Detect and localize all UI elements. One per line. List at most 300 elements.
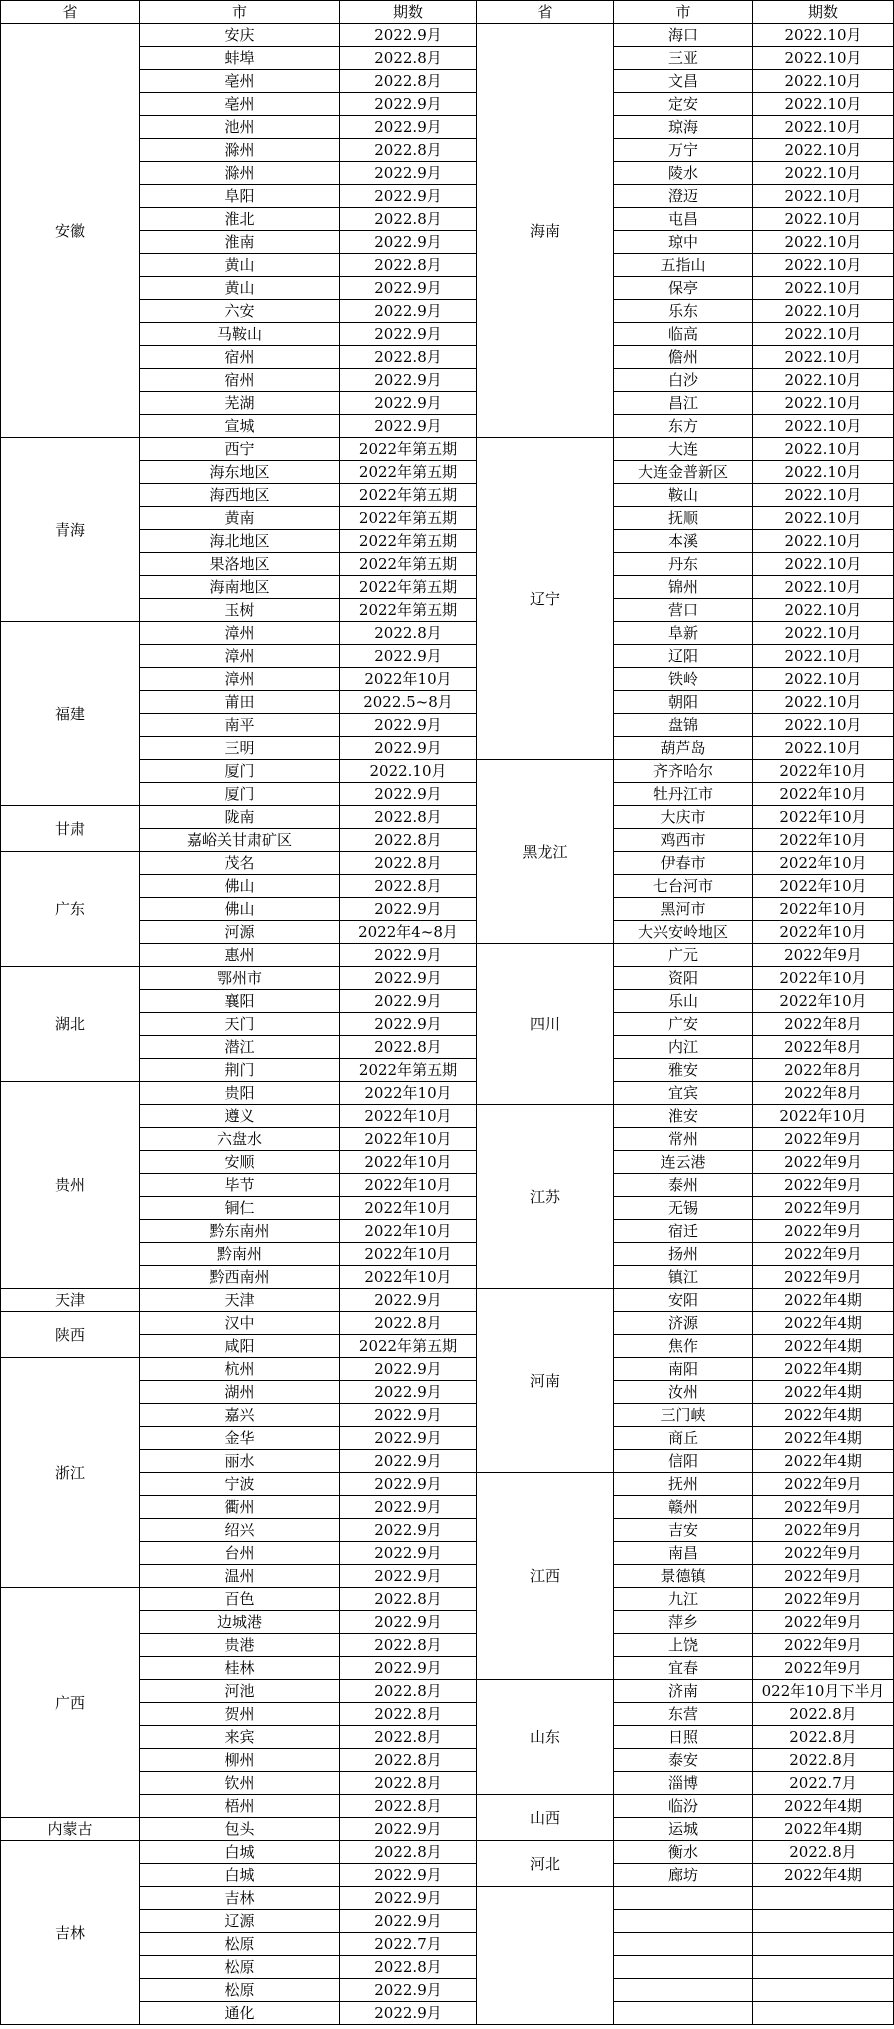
right-city-cell xyxy=(614,1887,753,1910)
left-period-cell: 2022.8月 xyxy=(340,852,477,875)
left-period-cell: 2022年10月 xyxy=(340,668,477,691)
right-period-cell: 2022.10月 xyxy=(753,392,894,415)
left-city-cell: 阜阳 xyxy=(140,185,340,208)
right-city-cell: 白沙 xyxy=(614,369,753,392)
left-city-cell: 天津 xyxy=(140,1289,340,1312)
left-city-cell: 海东地区 xyxy=(140,461,340,484)
right-city-cell: 资阳 xyxy=(614,967,753,990)
left-period-cell: 2022.8月 xyxy=(340,1749,477,1772)
left-period-cell: 2022年4~8月 xyxy=(340,921,477,944)
right-period-cell: 2022年4期 xyxy=(753,1795,894,1818)
left-city-cell: 衢州 xyxy=(140,1496,340,1519)
right-city-cell: 锦州 xyxy=(614,576,753,599)
left-province-cell: 湖北 xyxy=(1,967,140,1082)
left-period-cell: 2022.9月 xyxy=(340,185,477,208)
left-city-cell: 黔南州 xyxy=(140,1243,340,1266)
left-city-cell: 莆田 xyxy=(140,691,340,714)
right-period-cell: 2022年10月 xyxy=(753,898,894,921)
table-row xyxy=(1,967,894,990)
left-period-cell: 2022.8月 xyxy=(340,346,477,369)
left-city-cell: 杭州 xyxy=(140,1358,340,1381)
left-city-cell: 温州 xyxy=(140,1565,340,1588)
left-city-cell: 松原 xyxy=(140,1956,340,1979)
right-city-cell: 济源 xyxy=(614,1312,753,1335)
left-city-cell: 湖州 xyxy=(140,1381,340,1404)
left-city-cell: 边城港 xyxy=(140,1611,340,1634)
left-city-cell: 芜湖 xyxy=(140,392,340,415)
right-city-cell: 保亭 xyxy=(614,277,753,300)
right-city-cell: 运城 xyxy=(614,1818,753,1841)
right-city-cell: 衡水 xyxy=(614,1841,753,1864)
left-period-cell: 2022.9月 xyxy=(340,1473,477,1496)
right-period-cell: 2022.10月 xyxy=(753,208,894,231)
left-city-cell: 果洛地区 xyxy=(140,553,340,576)
right-period-cell: 2022.10月 xyxy=(753,576,894,599)
right-period-cell xyxy=(753,1933,894,1956)
right-period-cell: 2022年9月 xyxy=(753,1197,894,1220)
right-period-cell: 2022年8月 xyxy=(753,1013,894,1036)
right-period-cell: 2022年9月 xyxy=(753,1519,894,1542)
right-city-cell: 景德镇 xyxy=(614,1565,753,1588)
left-city-cell: 贵阳 xyxy=(140,1082,340,1105)
right-period-cell: 2022.10月 xyxy=(753,461,894,484)
right-period-cell: 2022.10月 xyxy=(753,162,894,185)
left-period-cell: 2022.8月 xyxy=(340,1795,477,1818)
right-city-cell: 大兴安岭地区 xyxy=(614,921,753,944)
right-city-cell: 营口 xyxy=(614,599,753,622)
left-period-cell: 2022.9月 xyxy=(340,369,477,392)
left-period-cell: 2022.9月 xyxy=(340,2002,477,2025)
right-period-cell: 2022年9月 xyxy=(753,1151,894,1174)
right-period-cell: 2022年10月 xyxy=(753,852,894,875)
left-period-cell: 2022.8月 xyxy=(340,1841,477,1864)
right-period-cell: 2022.10月 xyxy=(753,553,894,576)
right-city-cell: 万宁 xyxy=(614,139,753,162)
left-period-cell: 2022.9月 xyxy=(340,1910,477,1933)
left-period-cell: 2022.9月 xyxy=(340,1358,477,1381)
right-period-cell: 2022.10月 xyxy=(753,93,894,116)
right-period-cell xyxy=(753,1910,894,1933)
right-period-cell: 2022年9月 xyxy=(753,1496,894,1519)
left-period-cell: 2022.9月 xyxy=(340,1818,477,1841)
right-city-cell: 定安 xyxy=(614,93,753,116)
left-city-cell: 梧州 xyxy=(140,1795,340,1818)
left-period-cell: 2022.8月 xyxy=(340,139,477,162)
right-period-cell xyxy=(753,1979,894,2002)
right-city-cell: 铁岭 xyxy=(614,668,753,691)
right-province-cell: 河北 xyxy=(477,1841,614,1887)
left-period-cell: 2022.9月 xyxy=(340,1381,477,1404)
right-city-cell xyxy=(614,1979,753,2002)
right-city-cell: 扬州 xyxy=(614,1243,753,1266)
left-period-cell: 2022年第五期 xyxy=(340,553,477,576)
table-row xyxy=(1,1818,894,1841)
left-city-cell: 白城 xyxy=(140,1841,340,1864)
right-city-cell: 萍乡 xyxy=(614,1611,753,1634)
right-city-cell: 上饶 xyxy=(614,1634,753,1657)
right-city-cell: 淮安 xyxy=(614,1105,753,1128)
left-city-cell: 来宾 xyxy=(140,1726,340,1749)
right-period-cell: 2022.8月 xyxy=(753,1703,894,1726)
right-period-cell: 2022年10月 xyxy=(753,990,894,1013)
left-city-cell: 金华 xyxy=(140,1427,340,1450)
left-period-cell: 2022.8月 xyxy=(340,1036,477,1059)
table-row xyxy=(1,24,894,47)
left-period-cell: 2022年10月 xyxy=(340,1174,477,1197)
right-period-cell: 2022年9月 xyxy=(753,1220,894,1243)
left-period-cell: 2022年10月 xyxy=(340,1128,477,1151)
left-city-cell: 铜仁 xyxy=(140,1197,340,1220)
right-city-cell: 雅安 xyxy=(614,1059,753,1082)
left-city-cell: 松原 xyxy=(140,1979,340,2002)
left-period-cell: 2022.9月 xyxy=(340,783,477,806)
left-city-cell: 滁州 xyxy=(140,162,340,185)
left-period-cell: 2022.9月 xyxy=(340,714,477,737)
left-province-cell: 天津 xyxy=(1,1289,140,1312)
right-period-cell: 2022.10月 xyxy=(753,622,894,645)
right-city-cell: 大连金普新区 xyxy=(614,461,753,484)
right-province-cell: 辽宁 xyxy=(477,438,614,760)
right-province-cell: 江西 xyxy=(477,1473,614,1680)
right-city-cell: 焦作 xyxy=(614,1335,753,1358)
left-city-cell: 天门 xyxy=(140,1013,340,1036)
table-row xyxy=(1,622,894,645)
right-period-cell: 2022.10月 xyxy=(753,231,894,254)
left-city-cell: 河源 xyxy=(140,921,340,944)
header-period-right: 期数 xyxy=(753,1,894,24)
header-province-right: 省 xyxy=(477,1,614,24)
left-period-cell: 2022.8月 xyxy=(340,806,477,829)
left-period-cell: 2022.8月 xyxy=(340,47,477,70)
right-period-cell: 2022年9月 xyxy=(753,1634,894,1657)
left-city-cell: 陇南 xyxy=(140,806,340,829)
right-period-cell: 2022年4期 xyxy=(753,1864,894,1887)
left-period-cell: 2022.9月 xyxy=(340,1611,477,1634)
right-city-cell: 日照 xyxy=(614,1726,753,1749)
right-period-cell: 2022年9月 xyxy=(753,1266,894,1289)
right-period-cell: 2022年8月 xyxy=(753,1059,894,1082)
table-row xyxy=(1,438,894,461)
right-period-cell: 2022.10月 xyxy=(753,530,894,553)
left-city-cell: 鄂州市 xyxy=(140,967,340,990)
left-city-cell: 漳州 xyxy=(140,668,340,691)
right-city-cell: 盘锦 xyxy=(614,714,753,737)
header-row xyxy=(1,1,894,24)
right-city-cell: 广安 xyxy=(614,1013,753,1036)
right-period-cell: 2022年9月 xyxy=(753,1128,894,1151)
left-city-cell: 黔西南州 xyxy=(140,1266,340,1289)
left-province-cell: 广东 xyxy=(1,852,140,967)
left-city-cell: 佛山 xyxy=(140,875,340,898)
left-period-cell: 2022.9月 xyxy=(340,898,477,921)
left-period-cell: 2022.9月 xyxy=(340,116,477,139)
right-city-cell: 齐齐哈尔 xyxy=(614,760,753,783)
left-period-cell: 2022.9月 xyxy=(340,1519,477,1542)
right-city-cell: 抚顺 xyxy=(614,507,753,530)
left-period-cell: 2022.9月 xyxy=(340,967,477,990)
left-city-cell: 厦门 xyxy=(140,783,340,806)
left-city-cell: 贵港 xyxy=(140,1634,340,1657)
left-city-cell: 嘉峪关甘肃矿区 xyxy=(140,829,340,852)
right-city-cell: 宜春 xyxy=(614,1657,753,1680)
left-period-cell: 2022.8月 xyxy=(340,70,477,93)
right-period-cell: 2022年10月 xyxy=(753,806,894,829)
table-row xyxy=(1,1289,894,1312)
right-period-cell: 2022.10月 xyxy=(753,714,894,737)
right-period-cell: 2022年10月 xyxy=(753,967,894,990)
right-city-cell: 澄迈 xyxy=(614,185,753,208)
left-city-cell: 亳州 xyxy=(140,93,340,116)
left-period-cell: 2022.8月 xyxy=(340,1956,477,1979)
right-city-cell: 乐东 xyxy=(614,300,753,323)
left-city-cell: 辽源 xyxy=(140,1910,340,1933)
left-period-cell: 2022年第五期 xyxy=(340,438,477,461)
right-period-cell: 2022年4期 xyxy=(753,1335,894,1358)
left-province-cell: 陕西 xyxy=(1,1312,140,1358)
left-period-cell: 2022年10月 xyxy=(340,1220,477,1243)
right-city-cell xyxy=(614,1910,753,1933)
left-period-cell: 2022.9月 xyxy=(340,1289,477,1312)
left-city-cell: 黄山 xyxy=(140,254,340,277)
right-province-cell: 江苏 xyxy=(477,1105,614,1289)
left-period-cell: 2022年10月 xyxy=(340,1266,477,1289)
right-city-cell: 七台河市 xyxy=(614,875,753,898)
right-province-cell: 黑龙江 xyxy=(477,760,614,944)
right-city-cell: 临高 xyxy=(614,323,753,346)
right-period-cell: 2022.8月 xyxy=(753,1726,894,1749)
right-city-cell: 儋州 xyxy=(614,346,753,369)
left-city-cell: 吉林 xyxy=(140,1887,340,1910)
right-city-cell xyxy=(614,2002,753,2025)
right-city-cell: 信阳 xyxy=(614,1450,753,1473)
left-period-cell: 2022.9月 xyxy=(340,1565,477,1588)
left-period-cell: 2022.9月 xyxy=(340,1496,477,1519)
left-province-cell: 青海 xyxy=(1,438,140,622)
right-city-cell: 常州 xyxy=(614,1128,753,1151)
right-period-cell: 2022.10月 xyxy=(753,300,894,323)
left-city-cell: 毕节 xyxy=(140,1174,340,1197)
right-period-cell: 2022年4期 xyxy=(753,1289,894,1312)
right-period-cell: 2022年9月 xyxy=(753,1473,894,1496)
right-city-cell: 赣州 xyxy=(614,1496,753,1519)
left-city-cell: 滁州 xyxy=(140,139,340,162)
left-period-cell: 2022.8月 xyxy=(340,254,477,277)
left-period-cell: 2022年第五期 xyxy=(340,576,477,599)
right-city-cell: 镇江 xyxy=(614,1266,753,1289)
left-period-cell: 2022.9月 xyxy=(340,231,477,254)
left-period-cell: 2022.9月 xyxy=(340,1013,477,1036)
right-city-cell: 黑河市 xyxy=(614,898,753,921)
right-period-cell: 2022.10月 xyxy=(753,484,894,507)
right-city-cell: 九江 xyxy=(614,1588,753,1611)
left-city-cell: 百色 xyxy=(140,1588,340,1611)
table-row xyxy=(1,1358,894,1381)
right-period-cell: 2022年9月 xyxy=(753,1657,894,1680)
right-city-cell xyxy=(614,1933,753,1956)
left-city-cell: 玉树 xyxy=(140,599,340,622)
right-period-cell: 2022.10月 xyxy=(753,737,894,760)
left-city-cell: 白城 xyxy=(140,1864,340,1887)
left-city-cell: 蚌埠 xyxy=(140,47,340,70)
left-province-cell: 内蒙古 xyxy=(1,1818,140,1841)
left-period-cell: 2022.9月 xyxy=(340,1657,477,1680)
right-period-cell: 2022.10月 xyxy=(753,70,894,93)
right-period-cell: 2022年10月 xyxy=(753,875,894,898)
left-city-cell: 丽水 xyxy=(140,1450,340,1473)
left-city-cell: 漳州 xyxy=(140,622,340,645)
left-period-cell: 2022.9月 xyxy=(340,1887,477,1910)
right-period-cell: 2022年9月 xyxy=(753,1565,894,1588)
right-period-cell: 2022.10月 xyxy=(753,185,894,208)
left-city-cell: 黄南 xyxy=(140,507,340,530)
table-row xyxy=(1,1588,894,1611)
left-period-cell: 2022年第五期 xyxy=(340,1059,477,1082)
left-period-cell: 2022年第五期 xyxy=(340,461,477,484)
left-period-cell: 2022.9月 xyxy=(340,24,477,47)
right-city-cell: 阜新 xyxy=(614,622,753,645)
right-city-cell: 宿迁 xyxy=(614,1220,753,1243)
left-period-cell: 2022.9月 xyxy=(340,1450,477,1473)
right-period-cell: 2022年4期 xyxy=(753,1358,894,1381)
right-period-cell: 2022年9月 xyxy=(753,1542,894,1565)
right-city-cell: 乐山 xyxy=(614,990,753,1013)
left-province-cell: 广西 xyxy=(1,1588,140,1818)
left-city-cell: 咸阳 xyxy=(140,1335,340,1358)
right-city-cell xyxy=(614,1956,753,1979)
right-period-cell: 2022.10月 xyxy=(753,415,894,438)
left-period-cell: 2022.9月 xyxy=(340,93,477,116)
right-city-cell: 东营 xyxy=(614,1703,753,1726)
table-row xyxy=(1,1841,894,1864)
right-period-cell: 2022.10月 xyxy=(753,323,894,346)
right-period-cell: 2022年9月 xyxy=(753,1611,894,1634)
left-city-cell: 汉中 xyxy=(140,1312,340,1335)
right-period-cell: 2022年4期 xyxy=(753,1381,894,1404)
left-city-cell: 绍兴 xyxy=(140,1519,340,1542)
left-period-cell: 2022.9月 xyxy=(340,1979,477,2002)
right-period-cell: 2022年4期 xyxy=(753,1450,894,1473)
right-city-cell: 连云港 xyxy=(614,1151,753,1174)
left-period-cell: 2022年10月 xyxy=(340,1197,477,1220)
left-period-cell: 2022.8月 xyxy=(340,829,477,852)
right-city-cell: 汝州 xyxy=(614,1381,753,1404)
right-city-cell: 鸡西市 xyxy=(614,829,753,852)
left-city-cell: 遵义 xyxy=(140,1105,340,1128)
left-period-cell: 2022.9月 xyxy=(340,323,477,346)
right-city-cell: 内江 xyxy=(614,1036,753,1059)
right-city-cell: 琼中 xyxy=(614,231,753,254)
left-city-cell: 黔东南州 xyxy=(140,1220,340,1243)
left-province-cell: 贵州 xyxy=(1,1082,140,1289)
right-city-cell: 济南 xyxy=(614,1680,753,1703)
right-city-cell: 鞍山 xyxy=(614,484,753,507)
right-city-cell: 屯昌 xyxy=(614,208,753,231)
right-period-cell: 2022.10月 xyxy=(753,47,894,70)
left-period-cell: 2022.9月 xyxy=(340,1404,477,1427)
left-period-cell: 2022.9月 xyxy=(340,300,477,323)
left-city-cell: 台州 xyxy=(140,1542,340,1565)
right-city-cell: 朝阳 xyxy=(614,691,753,714)
left-city-cell: 荆门 xyxy=(140,1059,340,1082)
left-period-cell: 2022.8月 xyxy=(340,1703,477,1726)
right-city-cell: 淄博 xyxy=(614,1772,753,1795)
left-city-cell: 淮北 xyxy=(140,208,340,231)
left-period-cell: 2022年第五期 xyxy=(340,484,477,507)
left-city-cell: 海西地区 xyxy=(140,484,340,507)
right-period-cell xyxy=(753,1887,894,1910)
right-period-cell: 2022.10月 xyxy=(753,139,894,162)
left-city-cell: 池州 xyxy=(140,116,340,139)
right-period-cell: 2022年8月 xyxy=(753,1036,894,1059)
left-period-cell: 2022.9月 xyxy=(340,990,477,1013)
left-city-cell: 宣城 xyxy=(140,415,340,438)
left-city-cell: 海南地区 xyxy=(140,576,340,599)
left-city-cell: 包头 xyxy=(140,1818,340,1841)
right-city-cell: 宜宾 xyxy=(614,1082,753,1105)
left-period-cell: 2022.8月 xyxy=(340,1312,477,1335)
right-period-cell: 2022.10月 xyxy=(753,438,894,461)
right-province-cell: 河南 xyxy=(477,1289,614,1473)
right-period-cell: 2022.8月 xyxy=(753,1749,894,1772)
left-city-cell: 三明 xyxy=(140,737,340,760)
left-period-cell: 2022年10月 xyxy=(340,1105,477,1128)
left-city-cell: 宿州 xyxy=(140,346,340,369)
right-city-cell: 辽阳 xyxy=(614,645,753,668)
right-city-cell: 文昌 xyxy=(614,70,753,93)
right-city-cell: 三门峡 xyxy=(614,1404,753,1427)
right-period-cell: 2022.10月 xyxy=(753,277,894,300)
left-city-cell: 安庆 xyxy=(140,24,340,47)
left-city-cell: 佛山 xyxy=(140,898,340,921)
right-province-cell xyxy=(477,1887,614,2025)
left-period-cell: 2022年10月 xyxy=(340,1151,477,1174)
left-period-cell: 2022.9月 xyxy=(340,1864,477,1887)
left-city-cell: 钦州 xyxy=(140,1772,340,1795)
right-city-cell: 昌江 xyxy=(614,392,753,415)
left-period-cell: 2022.9月 xyxy=(340,1542,477,1565)
left-city-cell: 安顺 xyxy=(140,1151,340,1174)
left-city-cell: 嘉兴 xyxy=(140,1404,340,1427)
left-period-cell: 2022.9月 xyxy=(340,944,477,967)
right-period-cell: 2022.10月 xyxy=(753,691,894,714)
left-province-cell: 福建 xyxy=(1,622,140,806)
left-period-cell: 2022年第五期 xyxy=(340,507,477,530)
right-city-cell: 陵水 xyxy=(614,162,753,185)
left-period-cell: 2022.10月 xyxy=(340,760,477,783)
left-province-cell: 甘肃 xyxy=(1,806,140,852)
left-city-cell: 柳州 xyxy=(140,1749,340,1772)
right-city-cell: 东方 xyxy=(614,415,753,438)
right-province-cell: 海南 xyxy=(477,24,614,438)
left-period-cell: 2022年10月 xyxy=(340,1243,477,1266)
header-period-left: 期数 xyxy=(340,1,477,24)
right-period-cell: 2022年9月 xyxy=(753,1243,894,1266)
right-period-cell: 022年10月下半月 xyxy=(753,1680,894,1703)
right-period-cell: 2022年10月 xyxy=(753,760,894,783)
right-period-cell: 2022年10月 xyxy=(753,829,894,852)
table-row xyxy=(1,1082,894,1105)
left-city-cell: 通化 xyxy=(140,2002,340,2025)
right-city-cell: 葫芦岛 xyxy=(614,737,753,760)
right-period-cell: 2022.10月 xyxy=(753,254,894,277)
right-city-cell: 五指山 xyxy=(614,254,753,277)
right-city-cell: 南昌 xyxy=(614,1542,753,1565)
left-city-cell: 河池 xyxy=(140,1680,340,1703)
left-province-cell: 吉林 xyxy=(1,1841,140,2025)
right-city-cell: 丹东 xyxy=(614,553,753,576)
left-city-cell: 黄山 xyxy=(140,277,340,300)
right-period-cell: 2022年4期 xyxy=(753,1818,894,1841)
